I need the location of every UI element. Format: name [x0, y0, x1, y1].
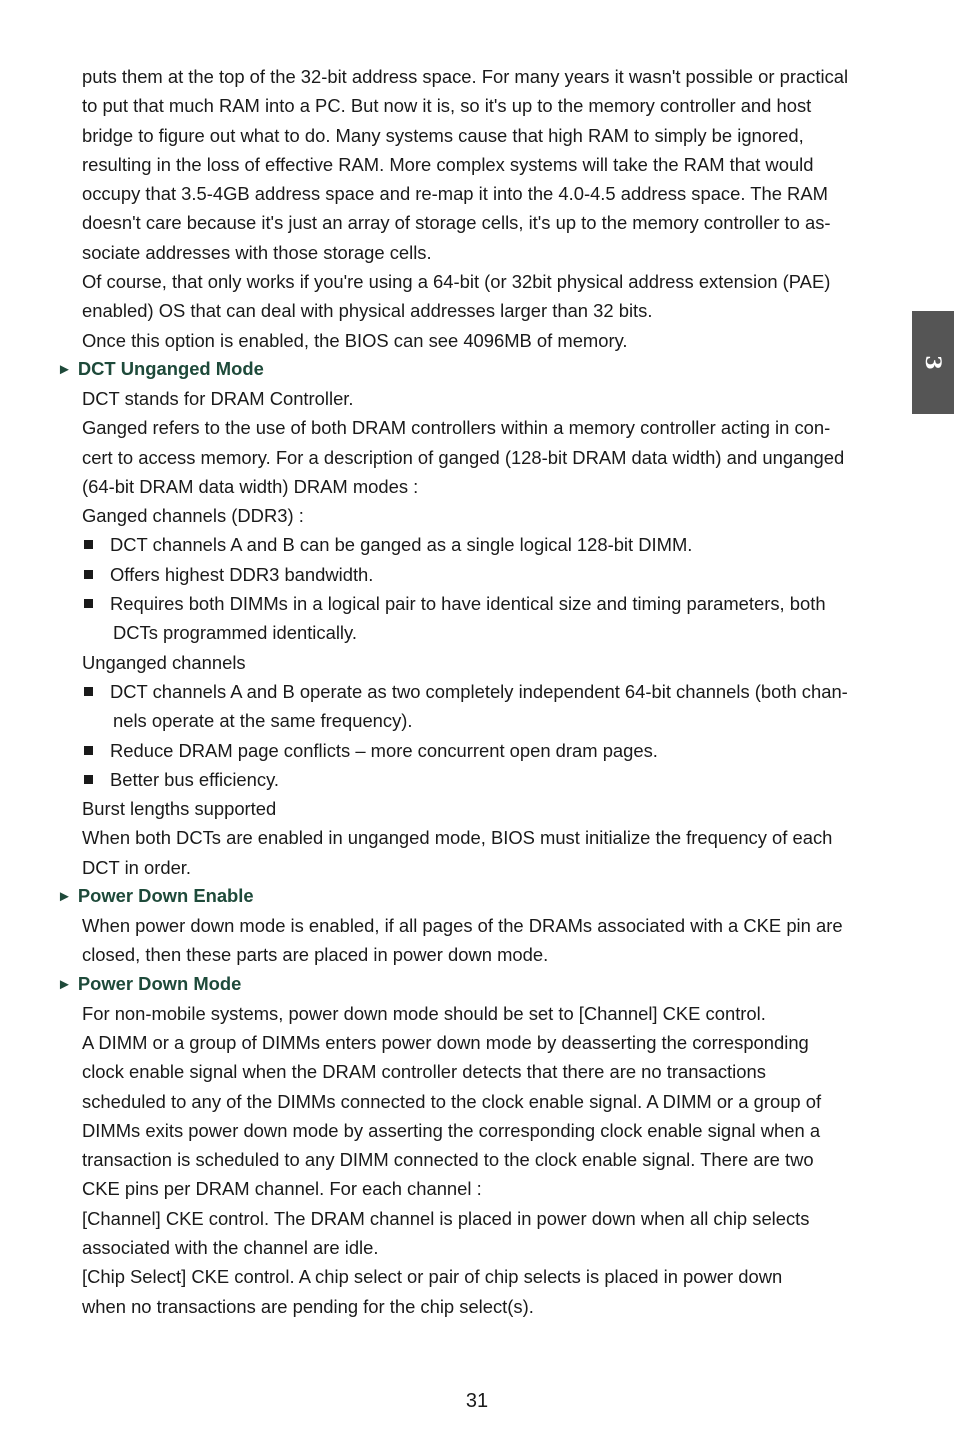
body-line: doesn't care because it's just an array of storage cells, it's up to the memory controller to as-: [82, 212, 831, 234]
square-bullet-icon: [84, 746, 93, 755]
body-line: Ganged channels (DDR3) :: [82, 505, 304, 527]
power-down-enable-section: [0, 911, 954, 970]
body-line: occupy that 3.5-4GB address space and re-map it into the 4.0-4.5 address space. The RAM: [82, 183, 828, 205]
bullet-item: [82, 736, 902, 765]
body-line: [Channel] CKE control. The DRAM channel is placed in power down when all chip selects: [82, 1207, 810, 1229]
section-heading-label: DCT Unganged Mode: [77, 357, 264, 379]
body-line: For non-mobile systems, power down mode should be set to [Channel] CKE control.: [82, 1002, 766, 1024]
triangle-right-icon: ►: [57, 360, 72, 378]
body-line: bridge to figure out what to do. Many systems cause that high RAM to simply be ignored,: [82, 124, 804, 146]
intro-paragraphs: [0, 62, 954, 355]
body-line: When power down mode is enabled, if all pages of the DRAMs associated with a CKE pin are: [82, 915, 843, 937]
section-heading-dct-unganged-mode: [57, 356, 954, 382]
body-line: (64-bit DRAM data width) DRAM modes :: [82, 475, 419, 497]
bullet-item: [82, 677, 902, 706]
body-line: when no transactions are pending for the chip select(s).: [82, 1295, 534, 1317]
body-line: A DIMM or a group of DIMMs enters power down mode by deasserting the corresponding: [82, 1031, 809, 1053]
body-line: enabled) OS that can deal with physical addresses larger than 32 bits.: [82, 300, 653, 322]
square-bullet-icon: [84, 599, 93, 608]
body-line: Unganged channels: [82, 651, 246, 673]
page-number: 31: [465, 1390, 489, 1412]
bullet-item: [82, 560, 902, 589]
dct-section: [0, 384, 954, 882]
triangle-right-icon: ►: [57, 975, 72, 993]
power-down-mode-section: [0, 999, 954, 1321]
body-line: [Chip Select] CKE control. A chip select or pair of chip selects is placed in power down: [82, 1266, 783, 1288]
body-line: DCT stands for DRAM Controller.: [82, 387, 354, 409]
bullet-item: [82, 765, 902, 794]
body-line: Of course, that only works if you're using a 64-bit (or 32bit physical address extension (PAE): [82, 271, 831, 293]
body-line: resulting in the loss of effective RAM. More complex systems will take the RAM that would: [82, 153, 814, 175]
body-line: closed, then these parts are placed in power down mode.: [82, 944, 549, 966]
body-line: transaction is scheduled to any DIMM connected to the clock enable signal. There are two: [82, 1149, 814, 1171]
body-line: CKE pins per DRAM channel. For each channel :: [82, 1178, 482, 1200]
section-heading-label: Power Down Enable: [77, 885, 254, 907]
body-line: associated with the channel are idle.: [82, 1236, 379, 1258]
bullet-continuation: DCTs programmed identically.: [113, 622, 357, 644]
square-bullet-icon: [84, 775, 93, 784]
page-body: [0, 62, 954, 1321]
chapter-tab: [912, 311, 954, 414]
body-line: to put that much RAM into a PC. But now it is, so it's up to the memory controller and host: [82, 95, 812, 117]
bullet-text: Requires both DIMMs in a logical pair to have identical size and timing parameters, both: [110, 593, 826, 615]
square-bullet-icon: [84, 540, 93, 549]
body-line: Burst lengths supported: [82, 798, 277, 820]
square-bullet-icon: [84, 687, 93, 696]
section-heading-power-down-mode: [57, 971, 954, 997]
square-bullet-icon: [84, 570, 93, 579]
bullet-text: DCT channels A and B can be ganged as a single logical 128-bit DIMM.: [110, 534, 693, 556]
section-heading-label: Power Down Mode: [77, 972, 242, 994]
body-line: puts them at the top of the 32-bit address space. For many years it wasn't possible or practical: [82, 66, 849, 87]
bullet-text: Reduce DRAM page conflicts – more concurrent open dram pages.: [110, 739, 658, 761]
body-line: scheduled to any of the DIMMs connected to the clock enable signal. A DIMM or a group of: [82, 1090, 822, 1112]
body-line: When both DCTs are enabled in unganged mode, BIOS must initialize the frequency of each: [82, 827, 833, 849]
body-line: sociate addresses with those storage cells.: [82, 241, 432, 263]
body-line: clock enable signal when the DRAM controller detects that there are no transactions: [82, 1061, 766, 1083]
bullet-item: [82, 530, 902, 559]
body-line: Once this option is enabled, the BIOS can see 4096MB of memory.: [82, 329, 628, 351]
body-line: cert to access memory. For a description of ganged (128-bit DRAM data width) and unganged: [82, 446, 845, 468]
triangle-right-icon: ►: [57, 888, 72, 906]
bullet-item: [82, 589, 902, 618]
bullet-text: DCT channels A and B operate as two completely independent 64-bit channels (both chan-: [110, 680, 848, 702]
body-line: DCT in order.: [82, 856, 192, 878]
bullet-text: Better bus efficiency.: [110, 768, 280, 790]
section-heading-power-down-enable: [57, 883, 954, 909]
body-line: Ganged refers to the use of both DRAM controllers within a memory controller acting in con-: [82, 417, 831, 439]
body-line: DIMMs exits power down mode by asserting the corresponding clock enable signal when a: [82, 1119, 821, 1141]
bullet-continuation: nels operate at the same frequency).: [113, 710, 413, 732]
chapter-tab-label: 3: [920, 355, 946, 370]
bullet-text: Offers highest DDR3 bandwidth.: [110, 563, 374, 585]
